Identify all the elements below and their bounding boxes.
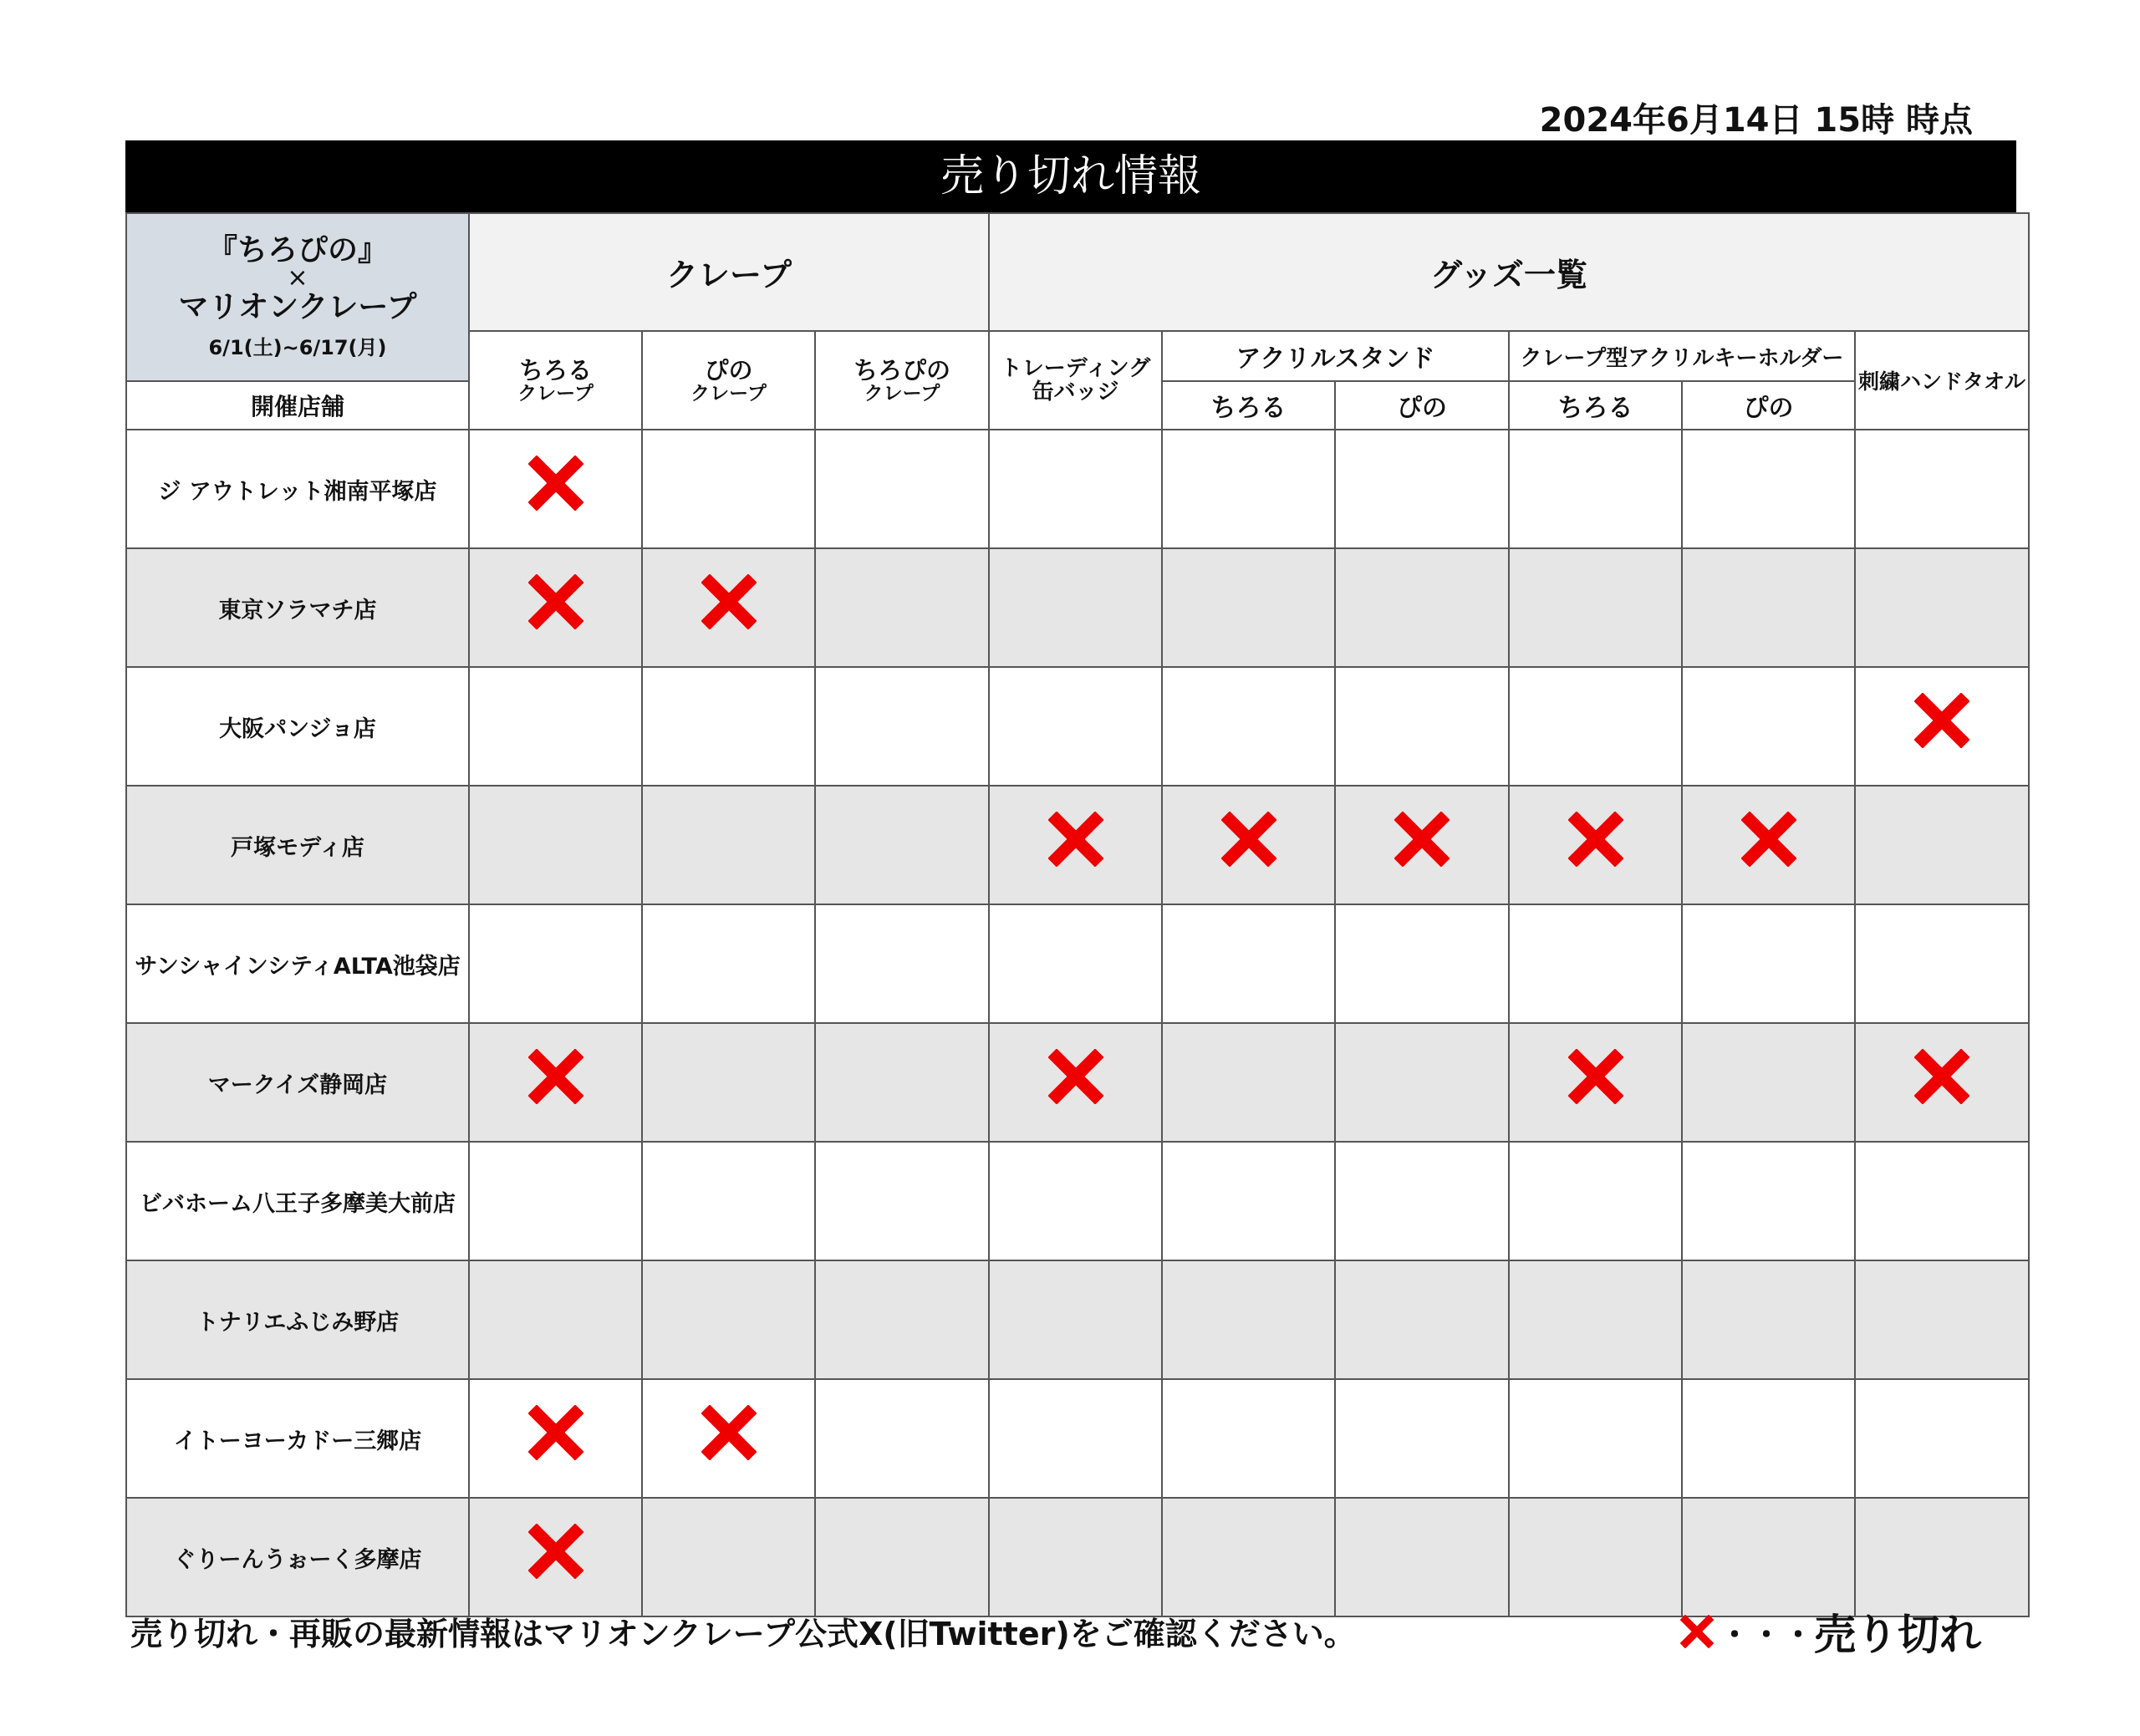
- page-title: 売り切れ情報: [125, 140, 2016, 212]
- status-cell: [1682, 1498, 1855, 1616]
- status-cell: [1335, 1142, 1509, 1260]
- status-cell: [642, 786, 815, 904]
- sold-out-x-icon: [1680, 1615, 1714, 1648]
- status-cell: [1855, 1379, 2029, 1498]
- status-cell: [1162, 1023, 1335, 1142]
- status-cell: [989, 1142, 1162, 1260]
- status-cell: [1509, 1379, 1682, 1498]
- col-sublabel: クレープ: [690, 383, 767, 405]
- status-cell: [1509, 1498, 1682, 1616]
- sold-out-x-icon: [701, 1405, 757, 1460]
- col-chiroru-crepe: [469, 331, 642, 430]
- store-name: ぐりーんうぉーく多摩店: [126, 1498, 469, 1616]
- sold-out-x-icon: [701, 574, 757, 629]
- sold-out-x-icon: [528, 574, 583, 629]
- status-cell: [815, 430, 989, 548]
- status-cell: [1162, 904, 1335, 1023]
- col-chiropino-crepe: [815, 331, 989, 430]
- sold-out-x-icon: [1568, 812, 1623, 867]
- status-cell: [1509, 548, 1682, 667]
- store-name: イトーヨーカドー三郷店: [126, 1379, 469, 1498]
- status-cell: [989, 548, 1162, 667]
- status-cell: [642, 904, 815, 1023]
- collab-times: ×: [287, 262, 308, 293]
- table-row: [126, 1379, 2029, 1498]
- group-crepe: クレープ: [469, 213, 989, 331]
- collab-period: 6/1(土)~6/17(月): [208, 335, 387, 359]
- status-cell: [642, 430, 815, 548]
- group-goods: グッズ一覧: [989, 213, 2029, 331]
- status-cell: [1162, 1379, 1335, 1498]
- status-cell: [815, 548, 989, 667]
- soldout-cell: [642, 1379, 815, 1498]
- sold-out-x-icon: [528, 1049, 583, 1104]
- col-sublabel: クレープ: [517, 383, 594, 405]
- soldout-cell: [469, 1498, 642, 1616]
- status-cell: [1162, 1142, 1335, 1260]
- table-row: [126, 904, 2029, 1023]
- sold-out-x-icon: [1394, 812, 1450, 867]
- status-cell: [815, 667, 989, 786]
- collab-line2: マリオンクレープ: [178, 289, 417, 324]
- sold-out-x-icon: [1914, 693, 1969, 748]
- store-name: 東京ソラマチ店: [126, 548, 469, 667]
- soldout-cell: [469, 430, 642, 548]
- status-cell: [469, 667, 642, 786]
- col-sublabel: クレープ: [864, 383, 940, 405]
- status-cell: [989, 667, 1162, 786]
- status-cell: [1509, 1142, 1682, 1260]
- status-cell: [815, 1260, 989, 1379]
- col-label: トレーディング: [1000, 356, 1151, 381]
- footer-note: 売り切れ・再販の最新情報はマリオンクレープ公式X(旧Twitter)をご確認ください。: [130, 1616, 1356, 1652]
- legend-dots: ・・・: [1719, 1616, 1815, 1653]
- status-cell: [1855, 786, 2029, 904]
- status-cell: [469, 904, 642, 1023]
- legend-label: 売り切れ: [1814, 1611, 1982, 1659]
- table-row: [126, 1023, 2029, 1142]
- sold-out-x-icon: [1741, 812, 1796, 867]
- status-cell: [1335, 667, 1509, 786]
- col-label: ちろぴの: [853, 356, 950, 384]
- status-cell: [989, 1379, 1162, 1498]
- status-cell: [1682, 1260, 1855, 1379]
- legend: [1680, 1606, 1981, 1657]
- status-cell: [1335, 1498, 1509, 1616]
- col-label: ぴの: [704, 356, 753, 384]
- store-name: 戸塚モディ店: [126, 786, 469, 904]
- store-rows: [126, 430, 2029, 1616]
- status-cell: [1682, 1023, 1855, 1142]
- store-name: マークイズ静岡店: [126, 1023, 469, 1142]
- soldout-table: [125, 212, 2030, 1617]
- table-row: [126, 1260, 2029, 1379]
- status-cell: [989, 430, 1162, 548]
- status-cell: [642, 667, 815, 786]
- status-cell: [1855, 1260, 2029, 1379]
- col-badge: [989, 331, 1162, 430]
- status-cell: [815, 786, 989, 904]
- status-cell: [1682, 667, 1855, 786]
- table-row: [126, 430, 2029, 548]
- soldout-cell: [1682, 786, 1855, 904]
- status-cell: [1855, 1142, 2029, 1260]
- soldout-cell: [1162, 786, 1335, 904]
- status-cell: [989, 1260, 1162, 1379]
- table-row: [126, 1498, 2029, 1616]
- col-sublabel: 缶バッジ: [1032, 379, 1119, 405]
- store-name: トナリエふじみ野店: [126, 1260, 469, 1379]
- status-cell: [469, 1260, 642, 1379]
- sold-out-x-icon: [1048, 812, 1103, 867]
- collab-line1: 『ちろぴの』: [206, 232, 388, 267]
- store-name: ビバホーム八王子多摩美大前店: [126, 1142, 469, 1260]
- col-towel: 刺繍ハンドタオル: [1855, 331, 2029, 430]
- status-cell: [1855, 1498, 2029, 1616]
- sold-out-x-icon: [528, 1405, 583, 1460]
- status-cell: [642, 1498, 815, 1616]
- status-cell: [1162, 1260, 1335, 1379]
- status-cell: [1682, 548, 1855, 667]
- soldout-cell: [469, 548, 642, 667]
- status-cell: [1335, 1260, 1509, 1379]
- sold-out-x-icon: [1568, 1049, 1623, 1104]
- status-cell: [1682, 904, 1855, 1023]
- status-cell: [1682, 430, 1855, 548]
- status-cell: [1509, 904, 1682, 1023]
- status-cell: [1335, 430, 1509, 548]
- timestamp: 2024年6月14日 15時 時点: [1539, 101, 1973, 140]
- status-cell: [1855, 430, 2029, 548]
- col-key-chiroru: ちろる: [1509, 381, 1682, 430]
- store-name: ジ アウトレット湘南平塚店: [126, 430, 469, 548]
- col-acrylic-stand: アクリルスタンド: [1162, 331, 1509, 381]
- table-row: [126, 667, 2029, 786]
- soldout-cell: [469, 1023, 642, 1142]
- col-label: ちろる: [518, 356, 592, 384]
- status-cell: [1682, 1142, 1855, 1260]
- status-cell: [1335, 1023, 1509, 1142]
- stores-header: 開催店舗: [126, 381, 469, 430]
- status-cell: [1509, 1260, 1682, 1379]
- sold-out-x-icon: [528, 1524, 583, 1579]
- status-cell: [1855, 904, 2029, 1023]
- status-cell: [989, 904, 1162, 1023]
- col-pino-crepe: [642, 331, 815, 430]
- status-cell: [469, 1142, 642, 1260]
- col-keyholder: クレープ型アクリルキーホルダー: [1509, 331, 1855, 381]
- status-cell: [815, 1142, 989, 1260]
- table-row: [126, 786, 2029, 904]
- sold-out-x-icon: [528, 456, 583, 511]
- status-cell: [815, 1023, 989, 1142]
- soldout-cell: [1509, 786, 1682, 904]
- collab-title: [126, 213, 469, 381]
- table-row: [126, 548, 2029, 667]
- soldout-cell: [989, 1023, 1162, 1142]
- sold-out-x-icon: [1914, 1049, 1969, 1104]
- soldout-cell: [1855, 1023, 2029, 1142]
- status-cell: [1162, 667, 1335, 786]
- soldout-cell: [1335, 786, 1509, 904]
- status-cell: [1335, 1379, 1509, 1498]
- status-cell: [989, 1498, 1162, 1616]
- col-key-pino: ぴの: [1682, 381, 1855, 430]
- status-cell: [1335, 548, 1509, 667]
- status-cell: [1162, 548, 1335, 667]
- status-cell: [642, 1023, 815, 1142]
- status-cell: [1335, 904, 1509, 1023]
- soldout-cell: [989, 786, 1162, 904]
- status-cell: [1162, 430, 1335, 548]
- status-cell: [815, 1498, 989, 1616]
- status-cell: [1682, 1379, 1855, 1498]
- store-name: 大阪パンジョ店: [126, 667, 469, 786]
- status-cell: [469, 786, 642, 904]
- status-cell: [642, 1142, 815, 1260]
- store-name: サンシャインシティALTA池袋店: [126, 904, 469, 1023]
- table-row: [126, 1142, 2029, 1260]
- status-cell: [642, 1260, 815, 1379]
- status-cell: [1509, 667, 1682, 786]
- status-cell: [815, 1379, 989, 1498]
- soldout-cell: [1509, 1023, 1682, 1142]
- status-cell: [1509, 430, 1682, 548]
- status-cell: [1855, 548, 2029, 667]
- status-cell: [1162, 1498, 1335, 1616]
- soldout-cell: [1855, 667, 2029, 786]
- col-stand-chiroru: ちろる: [1162, 381, 1335, 430]
- status-cell: [815, 904, 989, 1023]
- soldout-cell: [642, 548, 815, 667]
- col-stand-pino: ぴの: [1335, 381, 1509, 430]
- sold-out-x-icon: [1048, 1049, 1103, 1104]
- sold-out-x-icon: [1221, 812, 1276, 867]
- soldout-cell: [469, 1379, 642, 1498]
